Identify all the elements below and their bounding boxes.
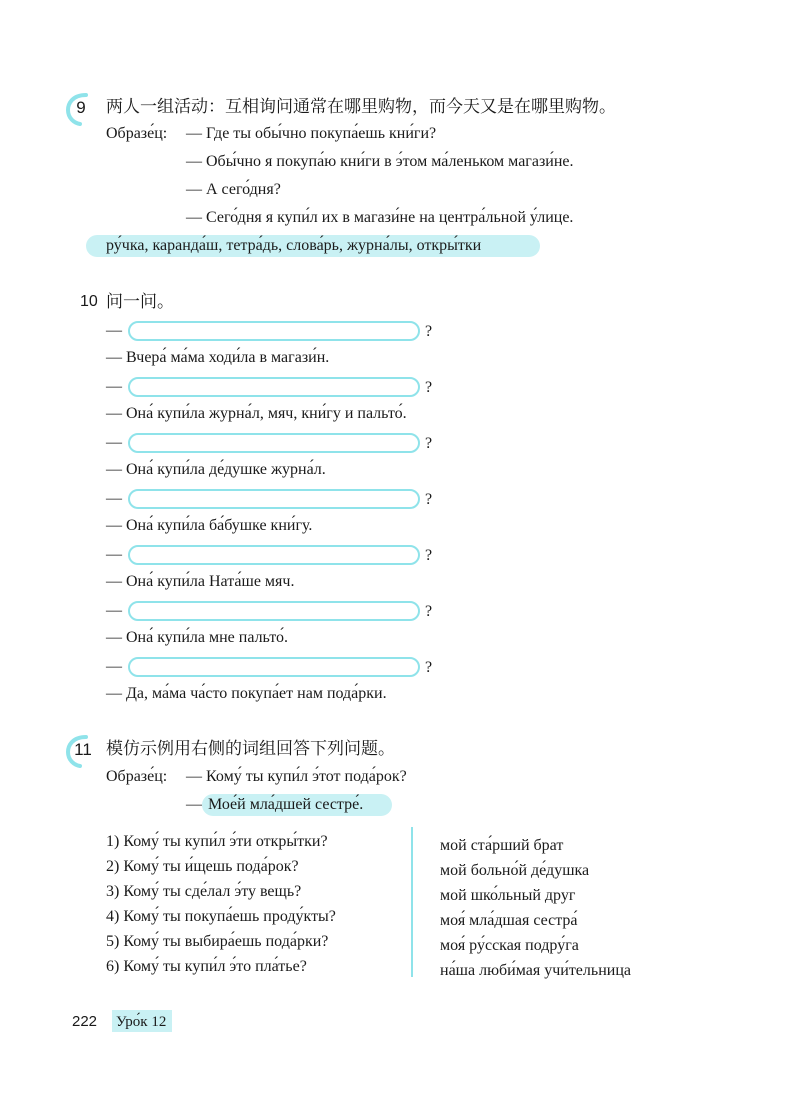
- exercise-11-phrase: моя́ ру́сская подру́га: [440, 937, 579, 954]
- question-mark: ?: [425, 547, 433, 564]
- exercise-11-question: 3) Кому́ ты сде́лал э́ту вещь?: [106, 883, 302, 900]
- exercise-9-sample-label: Образе́ц:: [106, 125, 168, 142]
- exercise-11-question: 5) Кому́ ты выбира́ешь пода́рки?: [106, 933, 329, 950]
- answer-line: — Она́ купи́ла мне пальто́.: [106, 629, 289, 646]
- exercise-11-question: 4) Кому́ ты покупа́ешь проду́кты?: [106, 908, 336, 925]
- exercise-11-question: 6) Кому́ ты купи́л э́то пла́тье?: [106, 958, 307, 975]
- lesson-label: Уро́к 12: [116, 1014, 167, 1030]
- answer-line: — Да, ма́ма ча́сто покупа́ет нам пода́рки.: [106, 685, 387, 702]
- dash: —: [106, 602, 122, 619]
- answer-line: — Вчера́ ма́ма ходи́ла в магази́н.: [106, 349, 330, 366]
- exercise-11-sample-label: Образе́ц:: [106, 768, 168, 785]
- answer-line: — Она́ купи́ла журна́л, мяч, кни́гу и пальто́.: [106, 405, 407, 422]
- column-divider: [411, 827, 413, 977]
- question-input-7[interactable]: [128, 657, 420, 677]
- question-input-6[interactable]: [128, 601, 420, 621]
- question-mark: ?: [425, 491, 433, 508]
- exercise-11-instruction: 模仿示例用右侧的词组回答下列问题。: [106, 739, 395, 758]
- question-input-1[interactable]: [128, 321, 420, 341]
- question-mark: ?: [425, 323, 433, 340]
- dash: —: [106, 434, 122, 451]
- exercise-11-sample-answer: Мое́й мла́дшей сестре́.: [208, 796, 364, 813]
- question-mark: ?: [425, 379, 433, 396]
- answer-line: — Она́ купи́ла Ната́ше мяч.: [106, 573, 295, 590]
- dash: —: [106, 658, 122, 675]
- exercise-9-line: — Сего́дня я купи́л их в магази́не на центра́льной у́лице.: [186, 209, 574, 226]
- exercise-11-phrase: мой шко́льный друг: [440, 887, 576, 904]
- question-mark: ?: [425, 603, 433, 620]
- question-mark: ?: [425, 659, 433, 676]
- exercise-9-badge: [66, 92, 88, 126]
- dash: —: [106, 322, 122, 339]
- question-input-5[interactable]: [128, 545, 420, 565]
- exercise-9-words: ру́чка, каранда́ш, тетра́дь, слова́рь, журна́лы, откры́тки: [106, 237, 482, 254]
- question-mark: ?: [425, 435, 433, 452]
- exercise-9-line: — Где ты обы́чно покупа́ешь кни́ги?: [186, 125, 437, 142]
- exercise-9-line: — Обы́чно я покупа́ю кни́ги в э́том ма́леньком магази́не.: [186, 153, 574, 170]
- exercise-11-number: 11: [74, 740, 92, 759]
- dash: —: [106, 378, 122, 395]
- exercise-9-number: 9: [76, 98, 86, 117]
- dash: —: [106, 546, 122, 563]
- exercise-11-question: 1) Кому́ ты купи́л э́ти откры́тки?: [106, 833, 328, 850]
- question-input-2[interactable]: [128, 377, 420, 397]
- exercise-11-phrase: на́ша люби́мая учи́тельница: [440, 962, 631, 979]
- exercise-11-badge: [66, 734, 92, 768]
- answer-line: — Она́ купи́ла де́душке журна́л.: [106, 461, 326, 478]
- dash: —: [106, 490, 122, 507]
- exercise-10-number: 10: [80, 293, 98, 310]
- exercise-9-instruction: 两人一组活动：互相询问通常在哪里购物，而今天又是在哪里购物。: [106, 97, 616, 116]
- exercise-10-instruction: 问一问。: [106, 292, 174, 311]
- question-input-4[interactable]: [128, 489, 420, 509]
- exercise-11-phrase: мой больно́й де́душка: [440, 862, 590, 879]
- exercise-11-sample-dash: —: [186, 796, 202, 813]
- page-number: 222: [72, 1013, 98, 1030]
- exercise-11-phrase: мой ста́рший брат: [440, 837, 564, 854]
- exercise-11-sample-question: — Кому́ ты купи́л э́тот пода́рок?: [186, 768, 407, 785]
- exercise-11-phrase: моя́ мла́дшая сестра́: [440, 912, 578, 929]
- question-input-3[interactable]: [128, 433, 420, 453]
- exercise-9-line: — А сего́дня?: [186, 181, 281, 198]
- exercise-11-question: 2) Кому́ ты и́щешь пода́рок?: [106, 858, 299, 875]
- answer-line: — Она́ купи́ла ба́бушке кни́гу.: [106, 517, 313, 534]
